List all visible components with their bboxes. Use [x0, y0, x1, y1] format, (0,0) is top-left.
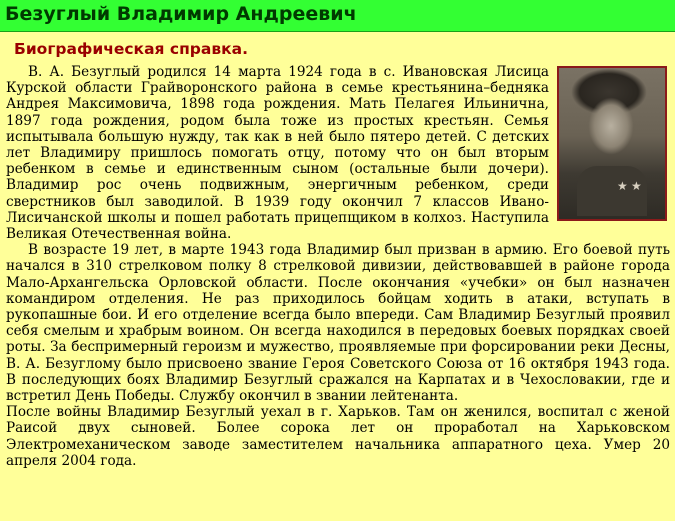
- portrait-photo: [557, 66, 667, 221]
- page-title: Безуглый Владимир Андреевич: [5, 3, 357, 25]
- medal-star-icon: ★: [617, 179, 628, 193]
- paragraph-war-service: В возрасте 19 лет, в марте 1943 года Владимир был призван в армию. Его боевой путь начался в 310 стрелковом полку 8 стрелковой дивизии, действовавшей в районе города Мало-Архангельска Орловской области. После окончания «учебки» он был назначен командиром отделения. Не раз приходилось бойцам ходить в атаки, вступать в рукопашные бои. И его отделение всегда было впереди. Сам Владимир Безуглый проявил себя смелым и храбрым воином. Он всегда находился в передовых боевых порядках своей роты. За беспримерный героизм и мужество, проявляемые при форсировании реки Десны, В. А. Безуглому было присвоено звание Героя Советского Союза от 16 октября 1943 года. В последующих боях Владимир Безуглый сражался на Карпатах и в Чехословакии, где и встретил День Победы. Службу окончил в звании лейтенанта.: [6, 242, 670, 405]
- biography-text: [6, 64, 670, 469]
- paragraph-after-war: После войны Владимир Безуглый уехал в г. Харьков. Там он женился, воспитал с женой Раисой двух сыновей. Более сорока лет он проработал на Харьковском Электромеханическом заводе заместителем начальника аппаратного цеха. Умер 20 апреля 2004 года.: [6, 404, 670, 469]
- page-header: [0, 0, 675, 32]
- paragraph-early-life: В. А. Безуглый родился 14 марта 1924 года в с. Ивановская Лисица Курской области Грайворонского района в семье крестьянина–бедняка Андрея Максимовича, 1898 года рождения. Мать Пелагея Ильинична, 1897 года рождения, родом была тоже из простых крестьян. Семья испытывала большую нужду, так как в ней было пятеро детей. С детских лет Владимиру пришлось помогать отцу, потому что он был вторым ребенком в семье и единственным сыном (остальные были дочери). Владимир рос очень подвижным, энергичным ребенком, среди сверстников был заводилой. В 1939 году окончил 7 классов Ивано-Лисичанской школы и пошел работать прицепщиком в колхоз. Наступила Великая Отечественная война.: [6, 64, 549, 243]
- section-title: Биографическая справка.: [14, 40, 249, 58]
- medal-star-icon: ★: [631, 179, 642, 193]
